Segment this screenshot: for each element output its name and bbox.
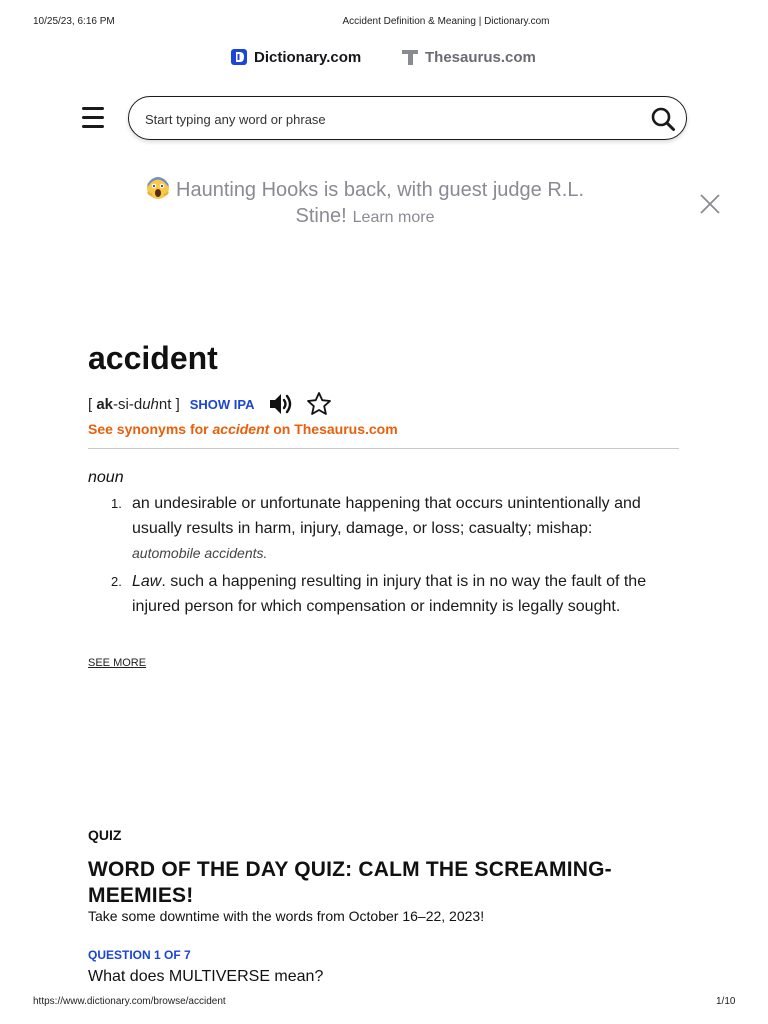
menu-icon[interactable] xyxy=(79,107,107,131)
screaming-face-icon xyxy=(146,176,170,200)
star-icon[interactable] xyxy=(305,391,333,417)
quiz-question-count: QUESTION 1 OF 7 xyxy=(88,948,191,962)
definition-label: Law xyxy=(132,573,162,590)
quiz-subtitle: Take some downtime with the words from October 16–22, 2023! xyxy=(88,908,485,924)
search-bar xyxy=(128,96,687,140)
definition-number: 2. xyxy=(111,574,122,589)
dictionary-logo-link[interactable] xyxy=(230,46,361,68)
part-of-speech: noun xyxy=(88,469,124,486)
definition-item xyxy=(108,492,668,565)
dictionary-logo-text: Dictionary.com xyxy=(254,48,362,66)
thesaurus-logo-text: Thesaurus.com xyxy=(425,48,536,66)
headword: accident xyxy=(88,340,218,376)
search-input[interactable] xyxy=(143,107,627,131)
dictionary-logo-icon xyxy=(230,48,248,66)
pronunciation: [ ak-si-duhnt ] xyxy=(88,395,180,413)
divider xyxy=(88,448,679,449)
print-page-title: Accident Definition & Meaning | Dictionary.com xyxy=(342,16,550,27)
quiz-kicker: QUIZ xyxy=(88,827,122,843)
speaker-icon[interactable] xyxy=(267,391,295,417)
search-icon[interactable] xyxy=(650,106,676,132)
banner-learn-more-link[interactable]: Learn more xyxy=(352,209,435,226)
definition-item xyxy=(108,570,668,619)
see-more-link[interactable]: SEE MORE xyxy=(88,657,147,669)
show-ipa-button[interactable]: SHOW IPA xyxy=(189,396,255,412)
close-icon[interactable] xyxy=(698,192,722,216)
thesaurus-logo-icon xyxy=(401,48,419,66)
definition-text: an undesirable or unfortunate happening that occurs unintentionally and usually results in harm, injury, damage, or loss; casualty; mishap: xyxy=(132,495,641,537)
print-page-number: 1/10 xyxy=(716,996,736,1007)
quiz-question: What does MULTIVERSE mean? xyxy=(88,968,324,985)
definition-body xyxy=(132,492,668,565)
promo-banner xyxy=(120,176,610,231)
thesaurus-synonyms-link[interactable]: See synonyms for accident on Thesaurus.com xyxy=(88,421,398,437)
definition-example: automobile accidents. xyxy=(132,545,268,561)
banner-text: Haunting Hooks is back, with guest judge R.L. Stine! xyxy=(176,179,584,227)
pronunciation-row xyxy=(88,390,333,418)
print-url: https://www.dictionary.com/browse/accident xyxy=(33,996,226,1007)
definition-number: 1. xyxy=(111,496,122,511)
print-datetime: 10/25/23, 6:16 PM xyxy=(33,16,115,27)
definition-body xyxy=(132,570,668,619)
thesaurus-logo-link[interactable] xyxy=(401,46,536,68)
definition-text: . such a happening resulting in injury that is in no way the fault of the injured person for which compensation or indemnity is legally sought. xyxy=(132,573,647,615)
quiz-title[interactable]: WORD OF THE DAY QUIZ: CALM THE SCREAMING-MEEMIES! xyxy=(88,858,612,907)
